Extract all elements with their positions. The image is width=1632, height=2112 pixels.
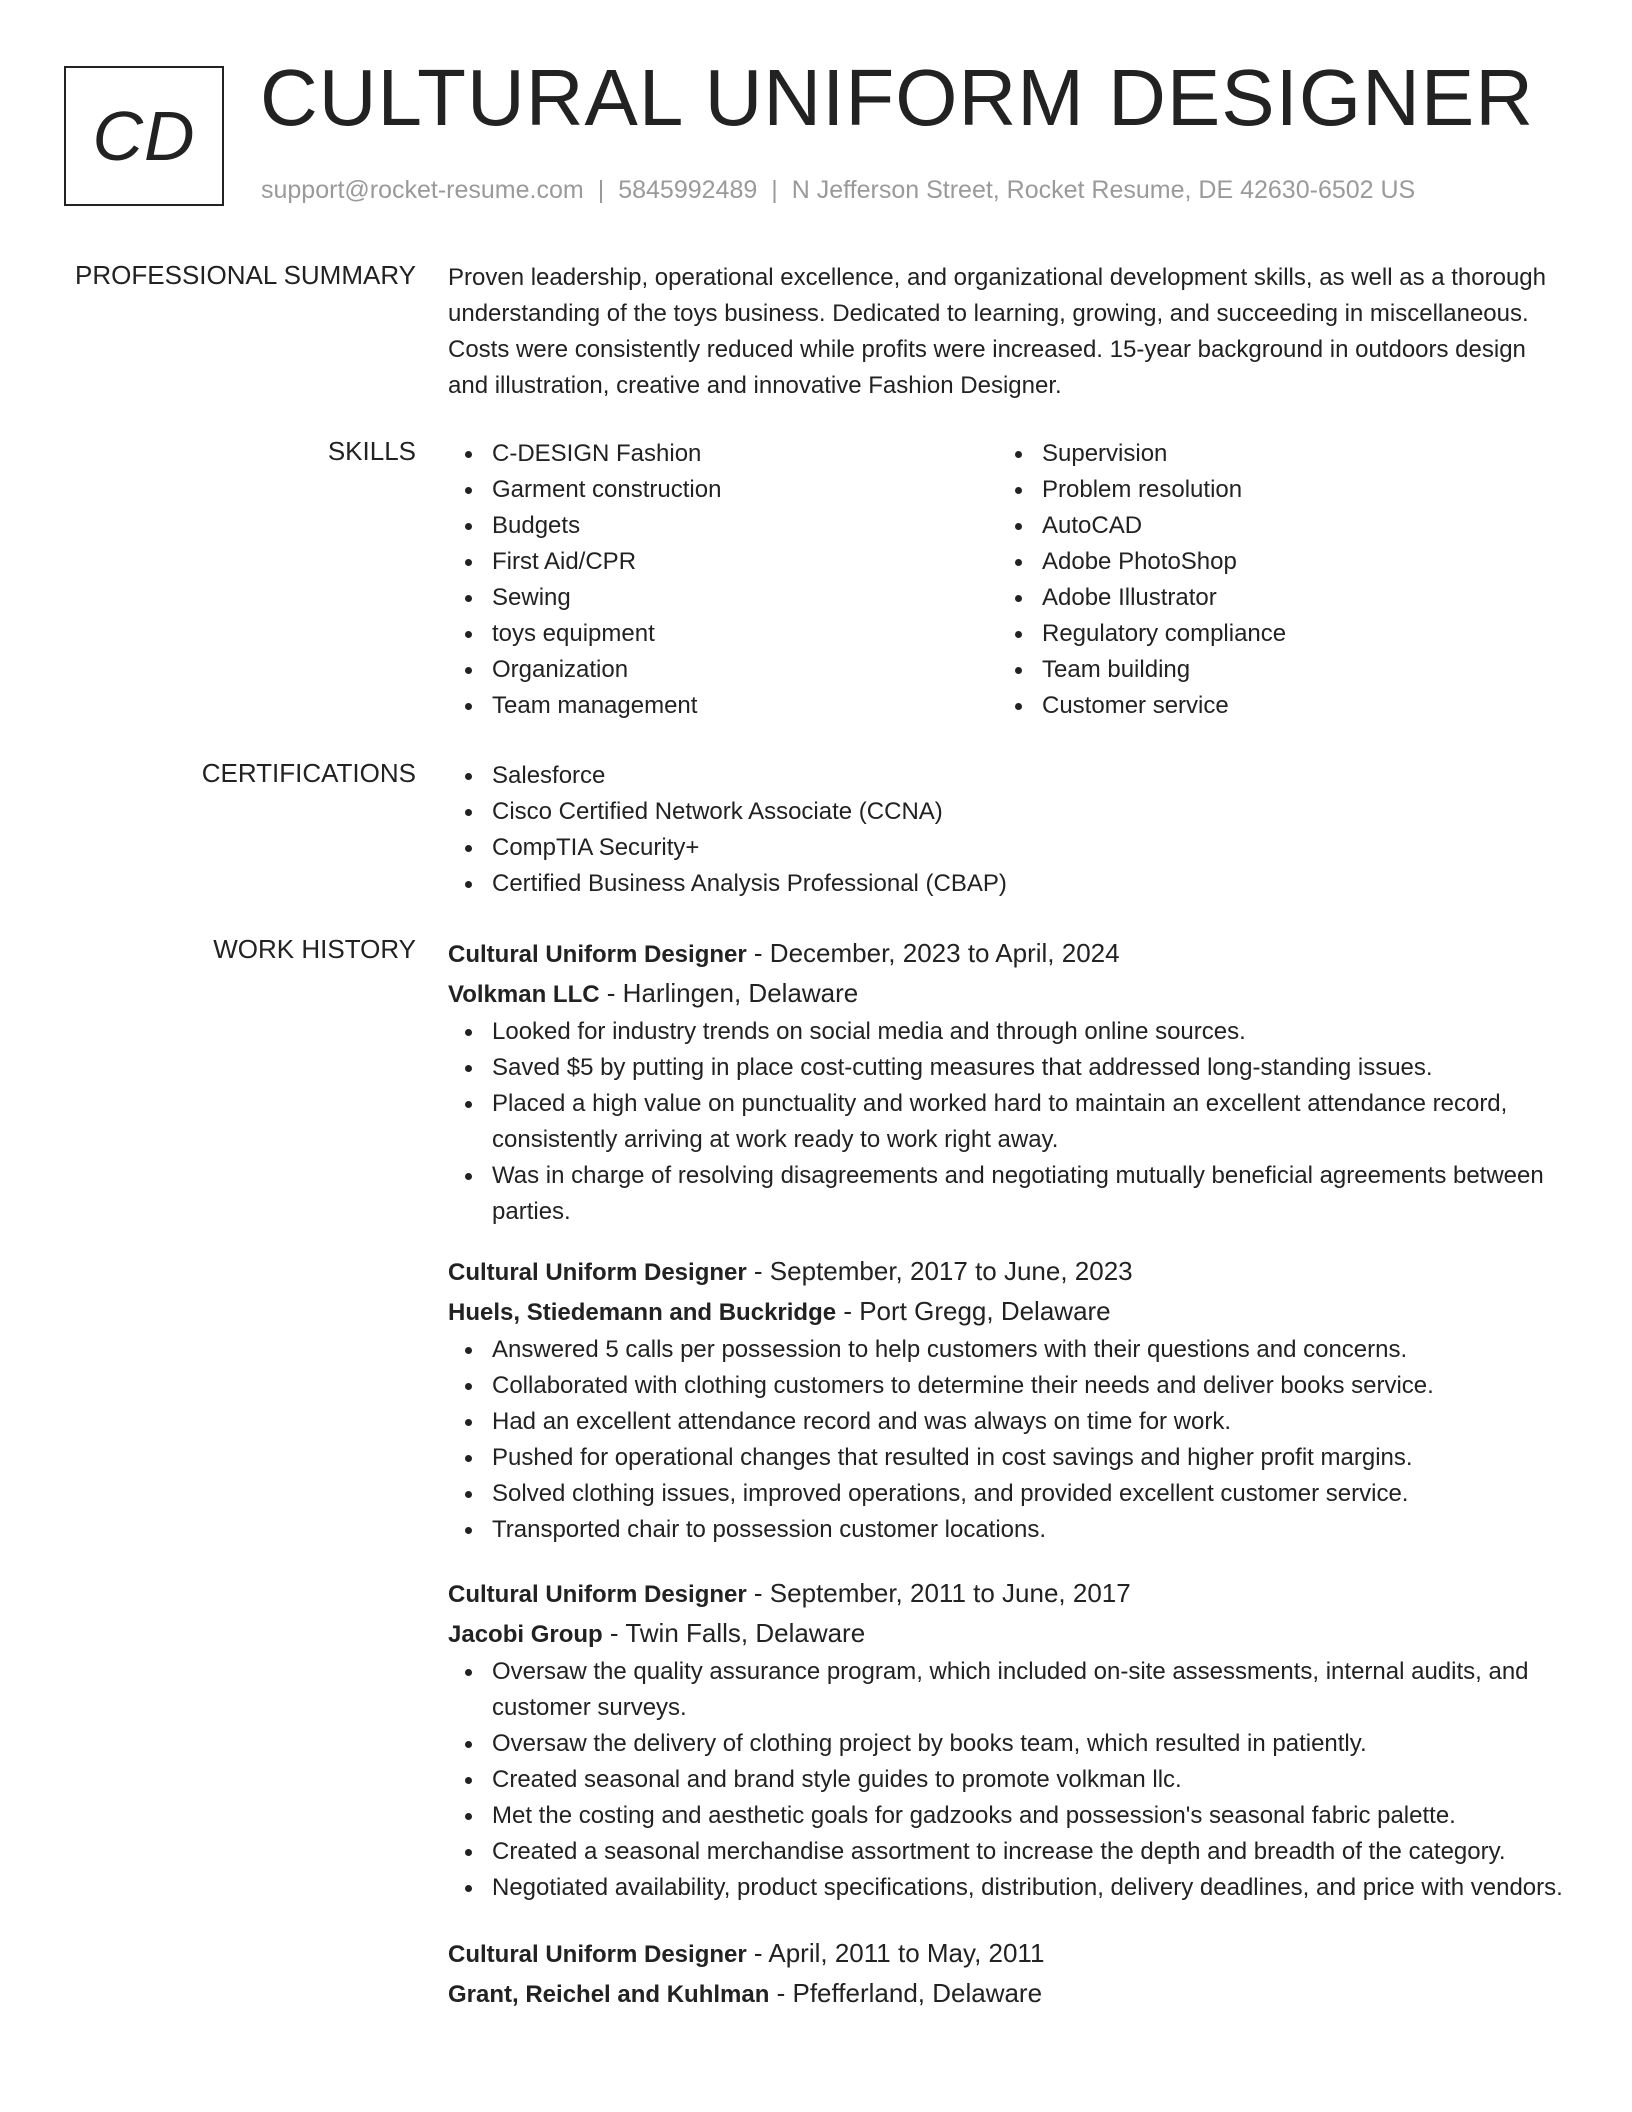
job-title: Cultural Uniform Designer [448, 1581, 747, 1608]
resume-name-heading: CULTURAL UNIFORM DESIGNER [260, 53, 1534, 142]
job-company: Volkman LLC [448, 981, 600, 1008]
job-company: Huels, Stiedemann and Buckridge [448, 1299, 837, 1326]
skills-column-2 [998, 436, 1548, 724]
job-title-line [448, 1574, 1568, 1614]
skill-item: Adobe PhotoShop [998, 544, 1548, 580]
skill-item: C-DESIGN Fashion [448, 436, 998, 472]
job-title-line [448, 1252, 1568, 1292]
skill-item: Supervision [998, 436, 1548, 472]
job-bullet: Created seasonal and brand style guides to promote volkman llc. [448, 1762, 1568, 1798]
work-history-body [448, 934, 1568, 2014]
certifications-body [448, 758, 1568, 902]
certifications-label: CERTIFICATIONS [201, 758, 416, 788]
job-title-line [448, 934, 1568, 974]
certification-item: Cisco Certified Network Associate (CCNA) [448, 794, 1568, 830]
skill-item: Garment construction [448, 472, 998, 508]
job-entry [448, 1574, 1568, 1906]
contact-address: N Jefferson Street, Rocket Resume, DE 42630-6502 US [791, 176, 1416, 204]
contact-separator: | [771, 176, 778, 204]
skill-item: toys equipment [448, 616, 998, 652]
skill-item: Problem resolution [998, 472, 1548, 508]
job-entry [448, 934, 1568, 1230]
job-bullet: Saved $5 by putting in place cost-cutting measures that addressed long-standing issues. [448, 1050, 1568, 1086]
contact-phone: 5845992489 [618, 176, 758, 204]
job-company-line [448, 1292, 1568, 1332]
summary-text: Proven leadership, operational excellence, and organizational development skills, as well as a thorough understanding of the toys business. Dedicated to learning, growing, and succeeding in miscellaneous. Costs were consistently reduced while profits were increased. 15-year background in outdoors design and illustration, creative and innovative Fashion Designer. [448, 264, 1546, 399]
contact-separator: | [597, 176, 605, 204]
skills-body [448, 436, 1568, 724]
job-bullet: Had an excellent attendance record and was always on time for work. [448, 1404, 1568, 1440]
summary-body [448, 260, 1568, 404]
job-dates: - April, 2011 to May, 2011 [746, 1938, 1045, 1968]
contact-line [261, 176, 1415, 205]
job-title: Cultural Uniform Designer [448, 1259, 747, 1286]
certification-item: Certified Business Analysis Professional (CBAP) [448, 866, 1568, 902]
job-bullets [448, 1014, 1568, 1230]
job-location: - Pfefferland, Delaware [769, 1978, 1043, 2008]
job-bullet: Was in charge of resolving disagreements and negotiating mutually beneficial agreements between parties. [448, 1158, 1568, 1230]
job-bullet: Pushed for operational changes that resulted in cost savings and higher profit margins. [448, 1440, 1568, 1476]
job-bullets [448, 1654, 1568, 1906]
job-bullets [448, 1332, 1568, 1548]
job-bullet: Transported chair to possession customer locations. [448, 1512, 1568, 1548]
job-bullet: Looked for industry trends on social media and through online sources. [448, 1014, 1568, 1050]
certifications-list [448, 758, 1568, 902]
summary-label: PROFESSIONAL SUMMARY [75, 260, 416, 290]
skill-item: Regulatory compliance [998, 616, 1548, 652]
skill-item: Team building [998, 652, 1548, 688]
skill-item: Team management [448, 688, 998, 724]
contact-email: support@rocket-resume.com [261, 176, 584, 204]
work-history-label: WORK HISTORY [213, 934, 416, 964]
job-bullet: Created a seasonal merchandise assortment to increase the depth and breadth of the category. [448, 1834, 1568, 1870]
skill-item: Customer service [998, 688, 1548, 724]
job-company: Jacobi Group [448, 1621, 603, 1648]
job-location: - Port Gregg, Delaware [836, 1296, 1111, 1326]
job-bullet: Placed a high value on punctuality and worked hard to maintain an excellent attendance record, consistently arriving at work ready to work right away. [448, 1086, 1568, 1158]
skills-column-1 [448, 436, 998, 724]
job-company-line [448, 1974, 1568, 2014]
initials-monogram: CD [64, 66, 224, 206]
certification-item: Salesforce [448, 758, 1568, 794]
job-entry [448, 1934, 1568, 2014]
skill-item: Sewing [448, 580, 998, 616]
skills-label: SKILLS [327, 436, 416, 466]
job-entry [448, 1252, 1568, 1548]
job-company-line [448, 974, 1568, 1014]
job-bullet: Negotiated availability, product specifications, distribution, delivery deadlines, and price with vendors. [448, 1870, 1568, 1906]
job-bullet: Answered 5 calls per possession to help customers with their questions and concerns. [448, 1332, 1568, 1368]
job-bullet: Met the costing and aesthetic goals for gadzooks and possession's seasonal fabric palette. [448, 1798, 1568, 1834]
skill-item: Budgets [448, 508, 998, 544]
job-bullet: Oversaw the quality assurance program, which included on-site assessments, internal audits, and customer surveys. [448, 1654, 1568, 1726]
job-bullet: Solved clothing issues, improved operations, and provided excellent customer service. [448, 1476, 1568, 1512]
job-dates: - September, 2017 to June, 2023 [746, 1256, 1133, 1286]
job-bullet: Collaborated with clothing customers to determine their needs and deliver books service. [448, 1368, 1568, 1404]
job-title-line [448, 1934, 1568, 1974]
skill-item: Organization [448, 652, 998, 688]
certification-item: CompTIA Security+ [448, 830, 1568, 866]
job-dates: - September, 2011 to June, 2017 [746, 1578, 1131, 1608]
job-location: - Twin Falls, Delaware [602, 1618, 866, 1648]
skill-item: AutoCAD [998, 508, 1548, 544]
job-company: Grant, Reichel and Kuhlman [448, 1981, 770, 2008]
job-title: Cultural Uniform Designer [448, 1941, 747, 1968]
job-company-line [448, 1614, 1568, 1654]
skill-item: Adobe Illustrator [998, 580, 1548, 616]
job-bullet: Oversaw the delivery of clothing project by books team, which resulted in patiently. [448, 1726, 1568, 1762]
job-dates: - December, 2023 to April, 2024 [746, 938, 1120, 968]
job-title: Cultural Uniform Designer [448, 941, 747, 968]
skill-item: First Aid/CPR [448, 544, 998, 580]
job-location: - Harlingen, Delaware [599, 978, 859, 1008]
